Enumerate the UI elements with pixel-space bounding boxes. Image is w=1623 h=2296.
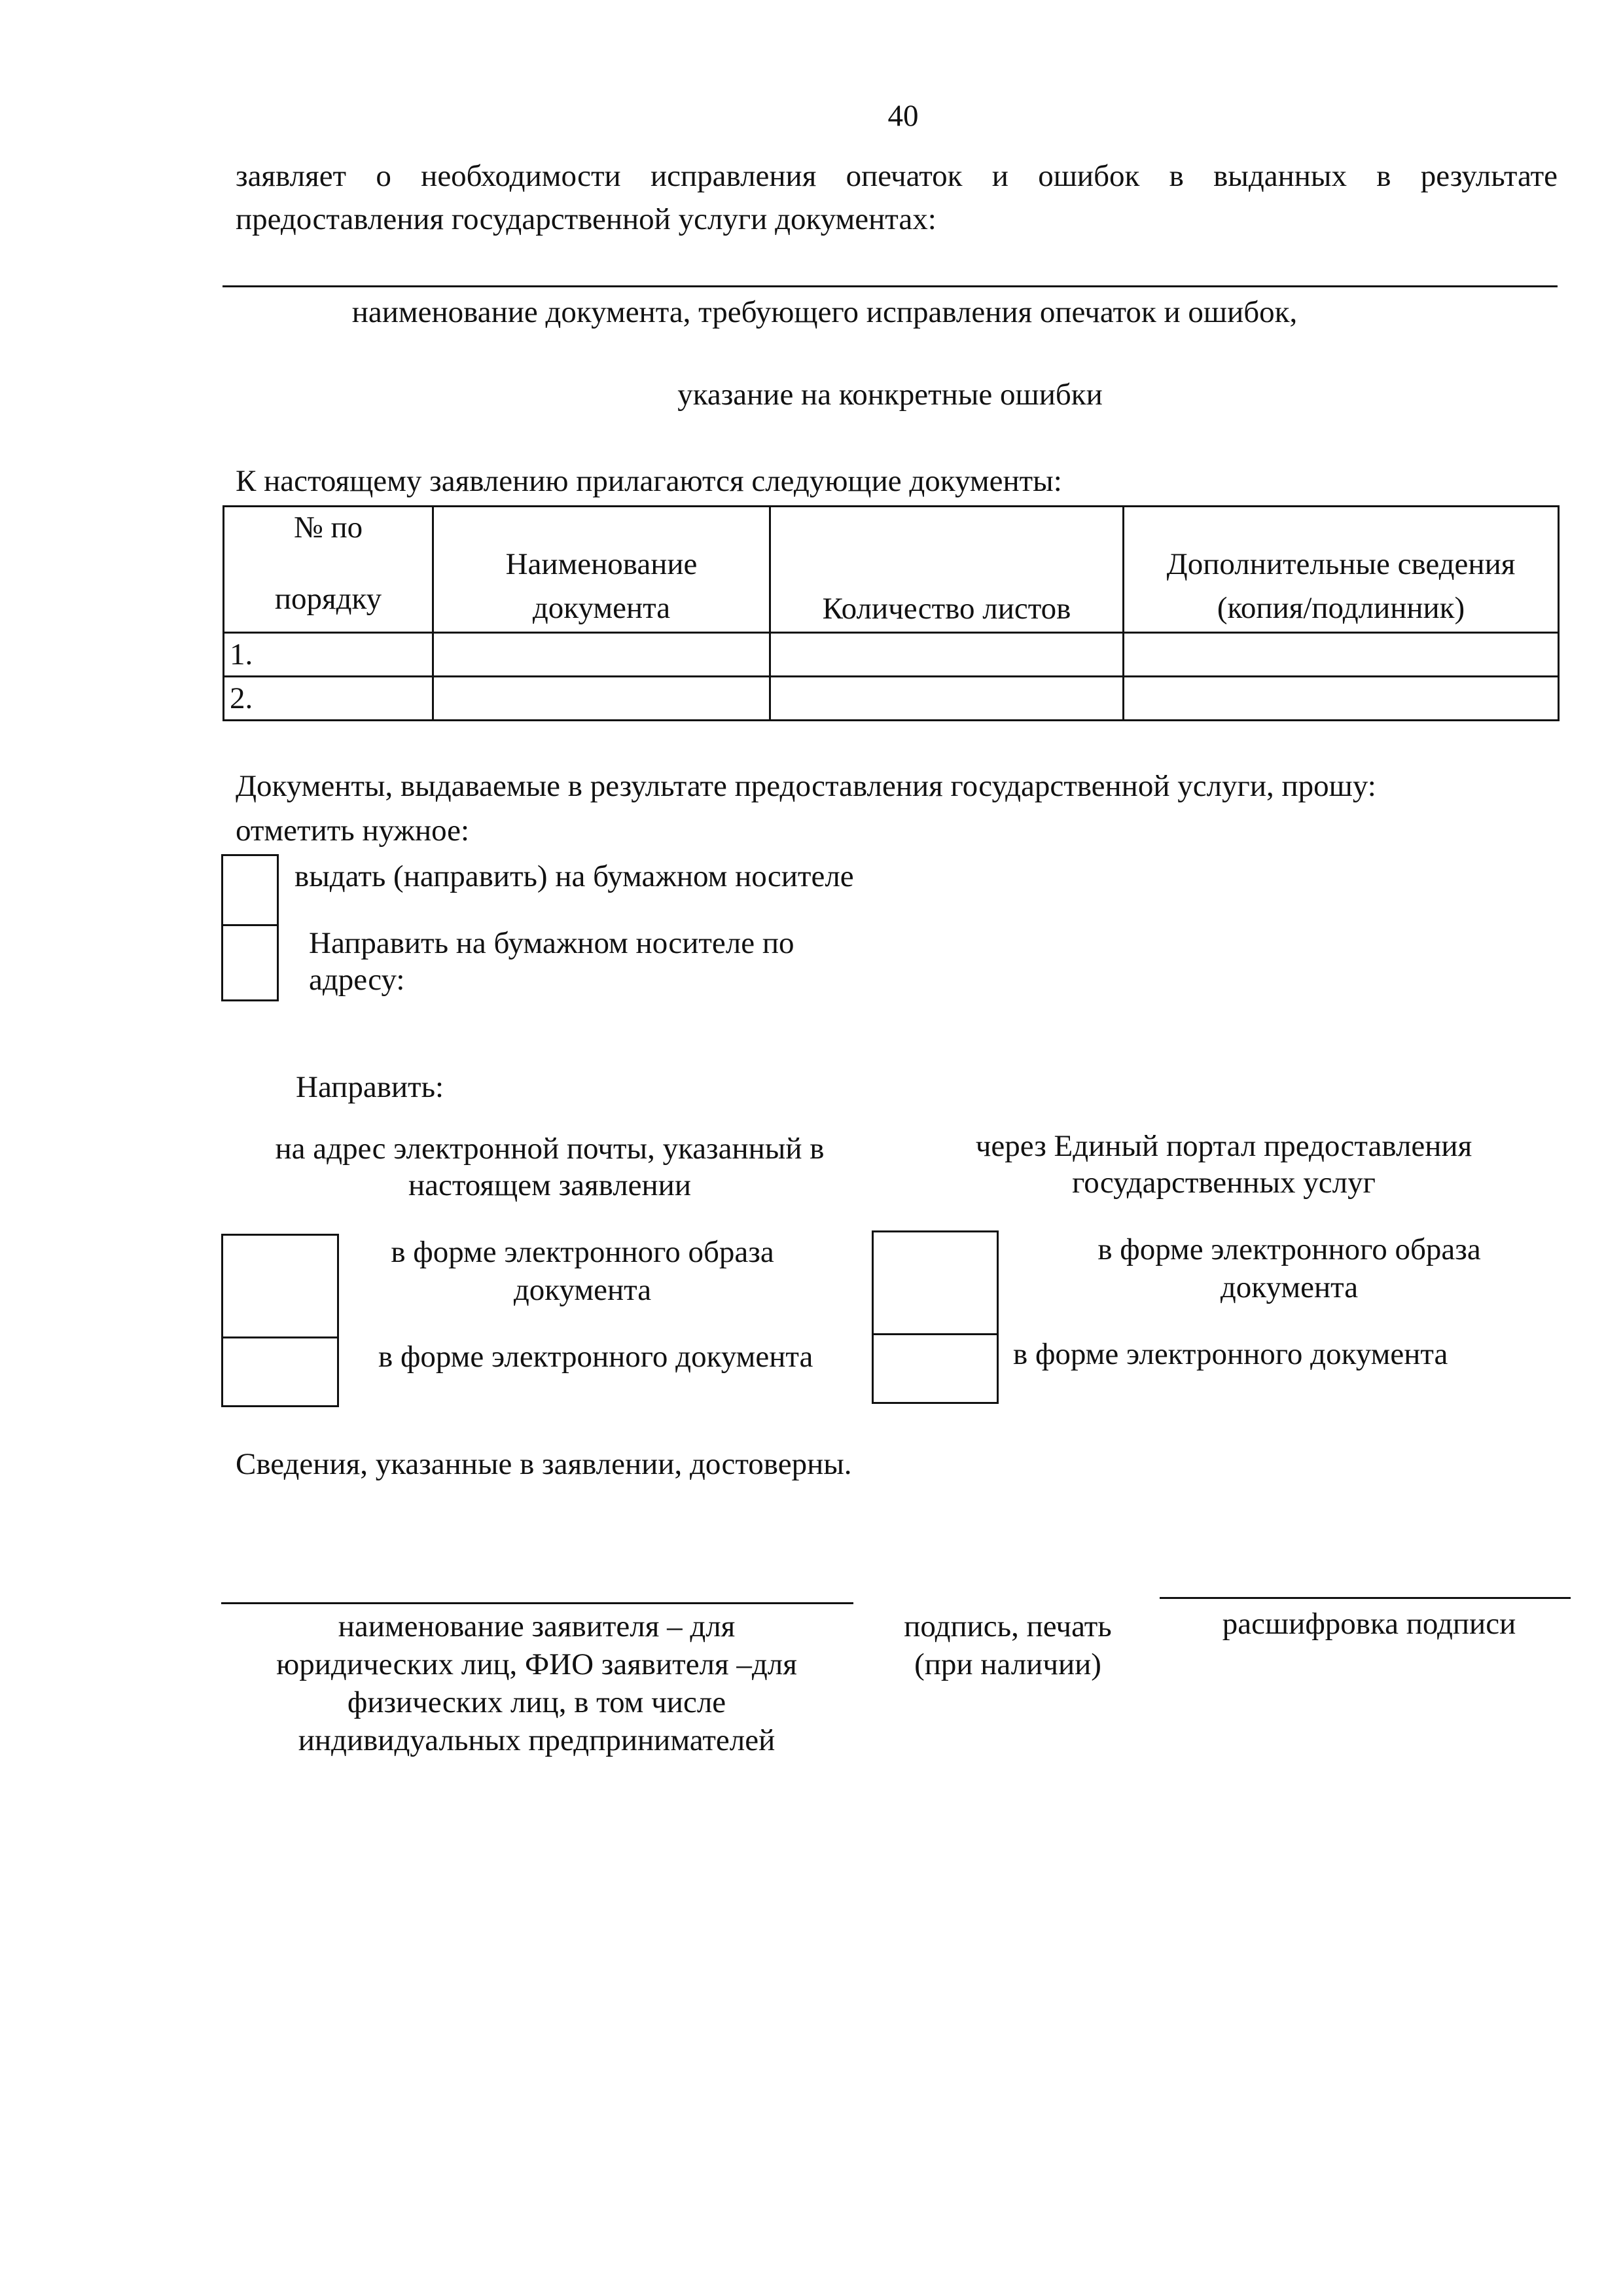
- intro-line-2: предоставления государственной услуги документах:: [236, 202, 936, 236]
- delivery-line-1: Документы, выдаваемые в результате предоставления государственной услуги, прошу:: [236, 769, 1376, 803]
- attachments-header-row: [224, 507, 1559, 633]
- attachment-sheets-cell[interactable]: [770, 633, 1124, 677]
- email-electronic-form-checkbox[interactable]: [221, 1336, 339, 1407]
- attachment-row-number: 2.: [224, 677, 433, 721]
- attachment-sheets-cell[interactable]: [770, 677, 1124, 721]
- document-name-caption: наименование документа, требующего исправления опечаток и ошибок,: [351, 295, 1298, 329]
- email-option-title-1: на адрес электронной почты, указанный в: [275, 1132, 825, 1166]
- confirmation-text: Сведения, указанные в заявлении, достоверны.: [236, 1447, 852, 1481]
- email-image-form-checkbox[interactable]: [221, 1234, 339, 1338]
- column-name-header-bottom: документа: [532, 590, 671, 625]
- column-name-header: [433, 507, 770, 633]
- column-number-header: [224, 507, 433, 633]
- address-delivery-checkbox[interactable]: [221, 924, 279, 1001]
- portal-electronic-form-label: в форме электронного документа: [1013, 1337, 1448, 1371]
- attachment-extra-cell[interactable]: [1124, 633, 1559, 677]
- applicant-caption-3: физических лиц, в том числе: [347, 1685, 726, 1719]
- signature-caption-2: (при наличии): [914, 1647, 1101, 1681]
- portal-image-electronic-checkbox[interactable]: [872, 1333, 999, 1404]
- address-delivery-label-2: адресу:: [309, 963, 405, 997]
- send-label: Направить:: [296, 1070, 444, 1104]
- signature-decoding-line[interactable]: [1160, 1597, 1571, 1599]
- attachment-extra-cell[interactable]: [1124, 677, 1559, 721]
- delivery-line-2: отметить нужное:: [236, 814, 470, 848]
- signature-caption-1: подпись, печать: [904, 1609, 1112, 1643]
- email-image-form-label-1: в форме электронного образа: [391, 1235, 774, 1269]
- attachments-heading: К настоящему заявлению прилагаются следующие документы:: [236, 464, 1062, 498]
- column-name-header-top: Наименование: [505, 547, 698, 581]
- attachment-row-number: 1.: [224, 633, 433, 677]
- applicant-caption-2: юридических лиц, ФИО заявителя –для: [276, 1647, 797, 1681]
- email-option-title-2: настоящем заявлении: [408, 1168, 691, 1202]
- attachment-name-cell[interactable]: [433, 677, 770, 721]
- portal-option-title-1: через Единый портал предоставления: [975, 1129, 1472, 1163]
- signature-decoding-caption: расшифровка подписи: [1222, 1607, 1516, 1641]
- column-number-header-bottom: порядку: [274, 581, 382, 616]
- paper-delivery-label: выдать (направить) на бумажном носителе: [294, 859, 854, 893]
- address-delivery-label-1: Направить на бумажном носителе по: [309, 926, 794, 960]
- errors-caption: указание на конкретные ошибки: [677, 378, 1103, 412]
- applicant-name-line[interactable]: [221, 1602, 853, 1604]
- portal-image-form-checkbox[interactable]: [872, 1230, 999, 1335]
- portal-option-title-2: государственных услуг: [1072, 1166, 1376, 1200]
- column-sheets-header-text: Количество листов: [822, 592, 1071, 626]
- column-extra-header-top: Дополнительные сведения: [1166, 547, 1516, 581]
- applicant-caption-4: индивидуальных предпринимателей: [298, 1723, 776, 1757]
- document-name-fill-line[interactable]: [223, 285, 1558, 287]
- column-number-header-top: № по: [293, 511, 363, 545]
- column-extra-header-bottom: (копия/подлинник): [1217, 590, 1465, 625]
- attachments-table: [223, 505, 1560, 721]
- column-sheets-header: [770, 507, 1124, 633]
- paper-delivery-checkbox[interactable]: [221, 854, 279, 926]
- email-image-form-label-2: документа: [513, 1273, 652, 1307]
- attachment-row: [224, 677, 1559, 721]
- attachment-name-cell[interactable]: [433, 633, 770, 677]
- intro-line-1: заявляет о необходимости исправления опечаток и ошибок в выданных в результате: [236, 159, 1558, 193]
- page-number: 40: [887, 99, 919, 133]
- email-electronic-form-label: в форме электронного документа: [378, 1340, 813, 1374]
- attachment-row: [224, 633, 1559, 677]
- applicant-caption-1: наименование заявителя – для: [338, 1609, 736, 1643]
- portal-image-form-label-2: документа: [1220, 1270, 1359, 1304]
- portal-image-form-label-1: в форме электронного образа: [1097, 1232, 1481, 1266]
- column-extra-header: [1124, 507, 1559, 633]
